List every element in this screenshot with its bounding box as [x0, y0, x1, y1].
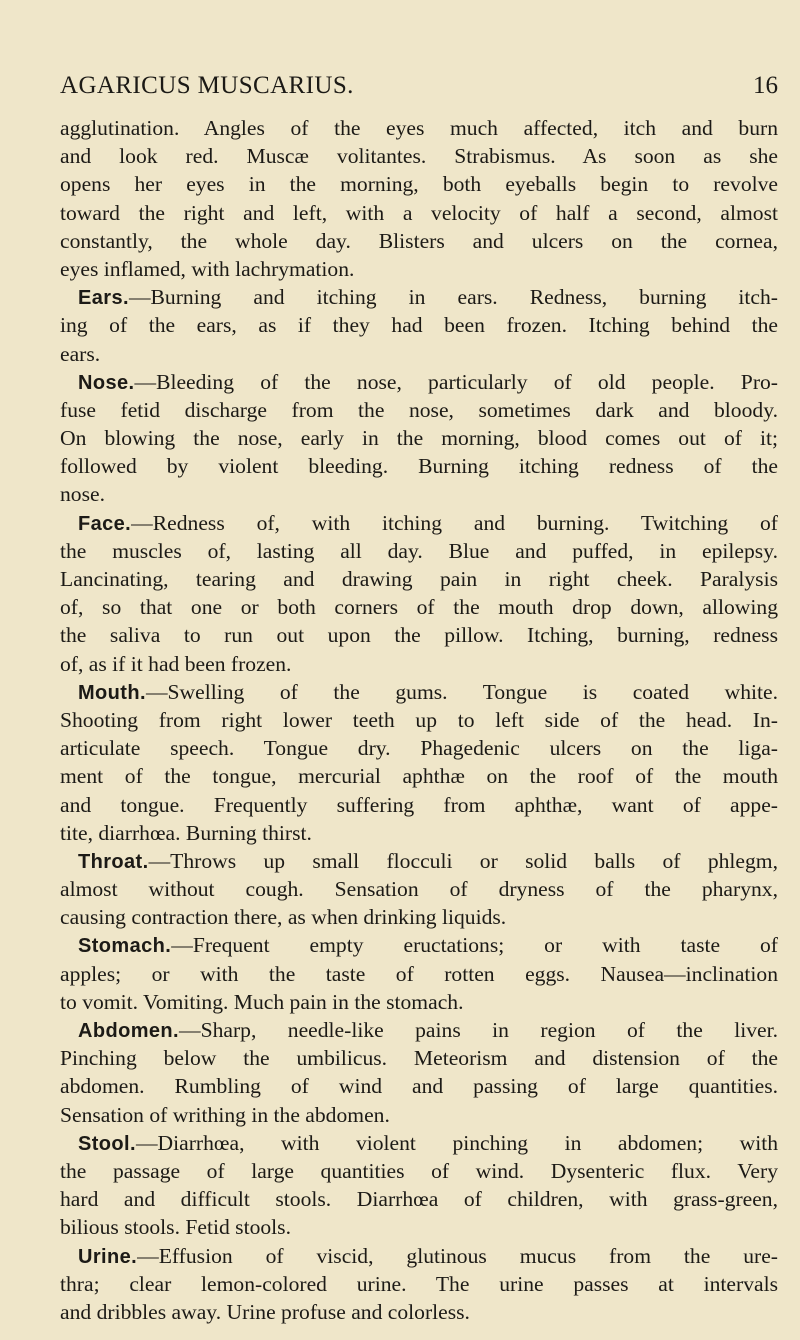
line-text: —Swelling of the gums. Tongue is coated white.	[145, 679, 778, 704]
line-text: —Sharp, needle-like pains in region of the liver.	[178, 1018, 778, 1042]
text-line	[60, 340, 778, 368]
text-line	[60, 621, 778, 649]
section-heading: Mouth.	[78, 681, 146, 704]
line-text: Pinching below the umbilicus. Meteorism and distension of the	[60, 1046, 778, 1071]
text-line	[60, 1185, 778, 1213]
line-text: of, so that one or both corners of the mouth drop down, allowing	[60, 595, 778, 620]
text-line	[60, 565, 778, 593]
line-text: —Bleeding of the nose, particularly of old people. Pro-	[134, 369, 778, 394]
text-line	[60, 791, 778, 819]
text-line	[60, 875, 778, 903]
line-text: —Effusion of viscid, glutinous mucus from the ure-	[137, 1243, 778, 1268]
section-heading: Stomach.	[78, 935, 172, 958]
section-heading: Abdomen.	[78, 1020, 179, 1042]
text-line	[60, 1270, 778, 1298]
line-text: eyes inflamed, with lachrymation.	[60, 256, 355, 281]
section-heading: Face.	[78, 512, 132, 535]
text-line	[60, 396, 778, 424]
line-text: ment of the tongue, mercurial aphthæ on the roof of the mouth	[60, 764, 778, 789]
text-line	[60, 255, 778, 283]
text-line	[60, 1242, 778, 1270]
text-line	[60, 734, 778, 762]
body-text	[60, 114, 778, 1326]
line-text: —Throws up small flocculi or solid balls of phlegm,	[148, 848, 778, 873]
line-text: almost without cough. Sensation of dryness of the pharynx,	[60, 877, 778, 902]
text-line	[60, 537, 778, 565]
text-line	[60, 847, 778, 875]
text-line	[60, 678, 778, 706]
text-line	[60, 199, 778, 227]
text-line	[60, 480, 778, 508]
line-text: tite, diarrhœa. Burning thirst.	[60, 820, 312, 845]
line-text: On blowing the nose, early in the morning, blood comes out of it;	[60, 426, 778, 451]
section-heading: Ears.	[78, 287, 129, 310]
page-number: 16	[753, 72, 778, 99]
line-text: abdomen. Rumbling of wind and passing of large quantities.	[60, 1074, 778, 1099]
line-text: and look red. Muscæ volitantes. Strabismus. As soon as she	[60, 144, 778, 169]
line-text: constantly, the whole day. Blisters and ulcers on the cornea,	[60, 228, 778, 253]
line-text: causing contraction there, as when drinking liquids.	[60, 905, 507, 930]
line-text: the passage of large quantities of wind. Dysenteric flux. Very	[60, 1158, 778, 1183]
section-heading: Throat.	[78, 850, 149, 873]
line-text: —Diarrhœa, with violent pinching in abdomen; with	[135, 1130, 778, 1155]
text-line	[60, 170, 778, 198]
line-text: —Redness of, with itching and burning. Twitching of	[131, 510, 778, 535]
text-line	[60, 819, 778, 847]
line-text: followed by violent bleeding. Burning itching redness of the	[60, 454, 778, 479]
line-text: of, as if it had been frozen.	[60, 651, 292, 676]
text-line	[60, 452, 778, 480]
text-line	[60, 593, 778, 621]
line-text: fuse fetid discharge from the nose, sometimes dark and bloody.	[60, 397, 778, 422]
section-heading: Urine.	[78, 1245, 138, 1268]
line-text: thra; clear lemon-colored urine. The urine passes at intervals	[60, 1271, 778, 1296]
text-line	[60, 762, 778, 790]
text-line	[60, 960, 778, 988]
text-line	[60, 142, 778, 170]
line-text: articulate speech. Tongue dry. Phagedenic ulcers on the liga-	[60, 736, 778, 761]
text-line	[60, 1129, 778, 1157]
section-heading: Nose.	[78, 371, 135, 394]
line-text: the muscles of, lasting all day. Blue and puffed, in epilepsy.	[60, 538, 778, 563]
text-line	[60, 424, 778, 452]
text-line	[60, 988, 778, 1016]
text-line	[60, 283, 778, 311]
line-text: —Burning and itching in ears. Redness, burning itch-	[128, 285, 778, 310]
line-text: and tongue. Frequently suffering from aphthæ, want of appe-	[60, 792, 778, 817]
text-line	[60, 311, 778, 339]
text-line	[60, 706, 778, 734]
text-line	[60, 1072, 778, 1100]
line-text: toward the right and left, with a velocity of half a second, almost	[60, 200, 778, 225]
line-text: to vomit. Vomiting. Much pain in the stomach.	[60, 989, 464, 1014]
line-text: opens her eyes in the morning, both eyeballs begin to revolve	[60, 172, 778, 197]
line-text: nose.	[60, 482, 105, 507]
text-line	[60, 1298, 778, 1326]
text-line	[60, 509, 778, 537]
line-text: agglutination. Angles of the eyes much affected, itch and burn	[60, 116, 778, 140]
text-line	[60, 1213, 778, 1241]
running-head	[60, 72, 778, 108]
line-text: Lancinating, tearing and drawing pain in right cheek. Paralysis	[60, 567, 778, 591]
text-line	[60, 931, 778, 959]
text-line	[60, 227, 778, 255]
line-text: hard and difficult stools. Diarrhœa of children, with grass-green,	[60, 1187, 778, 1212]
line-text: bilious stools. Fetid stools.	[60, 1215, 291, 1240]
line-text: the saliva to run out upon the pillow. Itching, burning, redness	[60, 623, 778, 648]
text-line	[60, 368, 778, 396]
line-text: Sensation of writhing in the abdomen.	[60, 1102, 390, 1127]
text-line	[60, 650, 778, 678]
text-line	[60, 114, 778, 142]
text-line	[60, 1157, 778, 1185]
text-line	[60, 1044, 778, 1072]
line-text: ears.	[60, 341, 101, 366]
line-text: and dribbles away. Urine profuse and colorless.	[60, 1299, 470, 1324]
line-text: Shooting from right lower teeth up to left side of the head. In-	[60, 707, 778, 732]
text-line	[60, 1016, 778, 1044]
running-title: AGARICUS MUSCARIUS.	[60, 72, 354, 99]
text-line	[60, 903, 778, 931]
section-heading: Stool.	[78, 1132, 136, 1155]
line-text: ing of the ears, as if they had been frozen. Itching behind the	[60, 313, 778, 338]
line-text: —Frequent empty eructations; or with taste of	[171, 933, 778, 958]
line-text: apples; or with the taste of rotten eggs. Nausea—inclination	[60, 961, 778, 986]
text-line	[60, 1101, 778, 1129]
